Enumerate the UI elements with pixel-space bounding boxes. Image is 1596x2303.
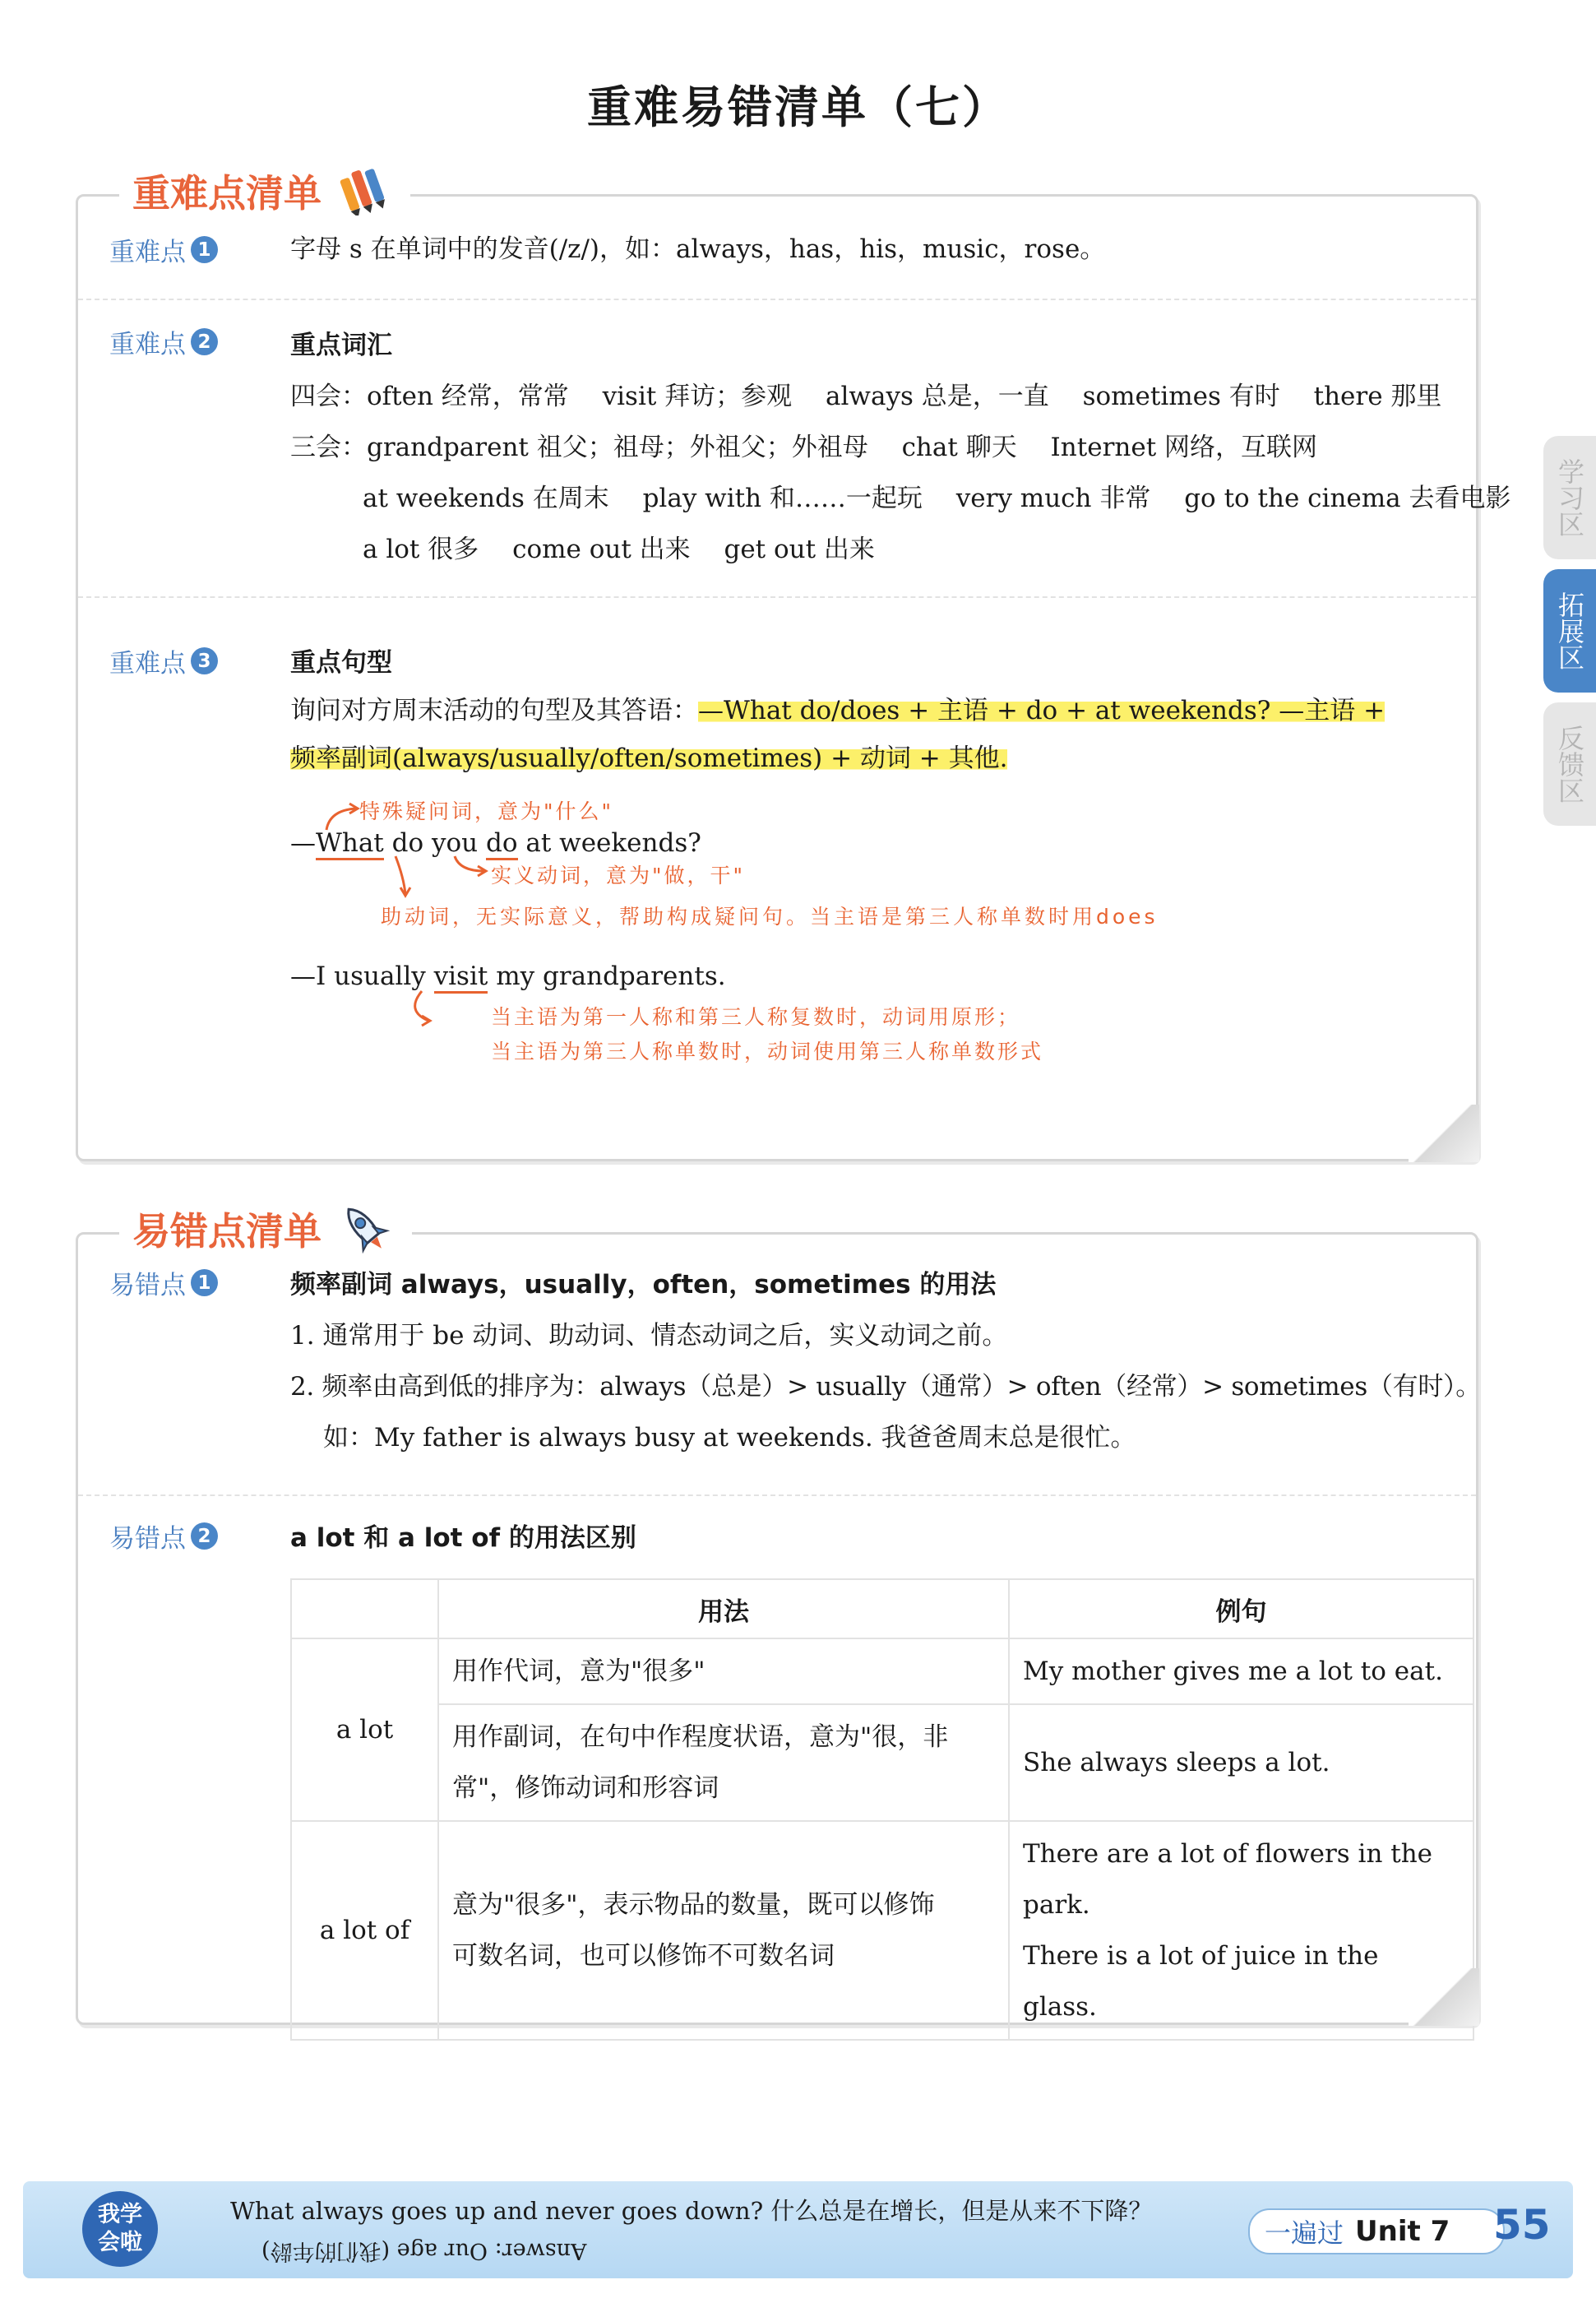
key-point-2-label (109, 323, 218, 360)
page-title: 重难易错清单（七） (587, 81, 1009, 133)
key-points-panel (76, 171, 1511, 1161)
error-point-2 (109, 1513, 1445, 2022)
key-point-label-text: 重难点 (109, 649, 186, 679)
example-cell: She always sleeps a lot. (1009, 1704, 1473, 1821)
vocab-line-three-skills: 三会：grandparent 祖父；祖母；外祖父；外祖母 chat 聊天 Internet 网络，互联网 (290, 433, 1318, 462)
key-sentence-title: 重点句型 (290, 648, 392, 678)
q-end: at weekends? (517, 828, 701, 858)
error-points-heading (119, 1200, 412, 1258)
table-row (291, 1821, 1473, 2040)
error-point-1 (109, 1259, 1481, 1473)
note-what: 特殊疑问词，意为"什么" (359, 799, 613, 823)
note-visit-1: 当主语为第一人称和第三人称复数时，动词用原形； (491, 1005, 1021, 1029)
word-what: What (316, 828, 384, 860)
a-end: my grandparents. (488, 962, 726, 991)
error-point-2-label (109, 1518, 218, 1555)
key-point-1 (109, 231, 1445, 289)
vocab-line-phrases-2: a lot 很多 come out 出来 get out 出来 (363, 535, 875, 564)
riddle-question: What always goes up and never goes down? 什么总是在增长，但是从来不下降？ (230, 2197, 1153, 2225)
example-answer (290, 958, 726, 994)
annotated-example (290, 795, 1359, 1124)
rocket-icon (336, 1200, 394, 1258)
table-row (291, 1638, 1473, 1704)
key-point-label-text: 重难点 (109, 330, 186, 359)
error-point-1-label (109, 1264, 218, 1301)
divider (78, 1494, 1476, 1496)
error-point-label-text: 易错点 (109, 1271, 186, 1300)
page-curl (1409, 1968, 1479, 2026)
sentence-pattern-highlight-2: 频率副词(always/usually/often/sometimes) + 动词 + 其他. (290, 744, 1008, 773)
term-alot: a lot (291, 1638, 438, 1821)
key-point-1-label (109, 231, 218, 268)
table-header-row (291, 1579, 1473, 1638)
alot-usage-table (290, 1578, 1474, 2041)
error-points-panel (76, 1209, 1481, 2025)
note-do-auxiliary: 助动词，无实际意义，帮助构成疑问句。当主语是第三人称单数时用does (381, 905, 1159, 929)
a-start: —I usually (290, 962, 434, 991)
unit-pill (1248, 2208, 1505, 2254)
q-mid: do you (383, 828, 486, 858)
footer-bar (23, 2181, 1573, 2278)
example-cell: My mother gives me a lot to eat. (1009, 1638, 1473, 1704)
note-visit-2: 当主语为第三人称单数时，动词使用第三人称单数形式 (491, 1040, 1044, 1063)
example-question (290, 825, 701, 861)
usage-line: 意为"很多"，表示物品的数量，既可以修饰 (452, 1890, 935, 1920)
dash: — (290, 828, 316, 858)
pencils-icon (336, 166, 392, 215)
word-do: do (486, 828, 518, 860)
divider (78, 299, 1476, 300)
example-line: There are a lot of flowers in the park. (1023, 1839, 1433, 1920)
number-badge: 1 (191, 1269, 218, 1296)
learned-badge (82, 2191, 158, 2267)
key-point-2 (109, 320, 1511, 567)
error-point-label-text: 易错点 (109, 1524, 186, 1554)
page-curl (1409, 1105, 1479, 1162)
sentence-pattern-intro: 询问对方周末活动的句型及其答语： (290, 696, 698, 725)
frequency-adverbs-title: 频率副词 always，usually，often，sometimes 的用法 (290, 1270, 997, 1300)
alot-comparison-title: a lot 和 a lot of 的用法区别 (290, 1523, 636, 1553)
table-header-usage: 用法 (438, 1579, 1009, 1638)
usage-line: 用作副词，在句中作程度状语，意为"很，非 (452, 1722, 949, 1752)
key-point-1-text: 字母 s 在单词中的发音(/z/)，如：always，has，his，music，rose。 (290, 234, 1106, 264)
number-badge: 3 (191, 647, 218, 674)
key-point-3-label (109, 642, 218, 679)
key-vocab-title: 重点词汇 (290, 331, 392, 360)
example-cell (1009, 1821, 1473, 2040)
side-tabs (1534, 436, 1596, 836)
divider (78, 596, 1476, 598)
sentence-pattern-highlight-1: —What do/does + 主语 + do + at weekends? —主语 + (698, 696, 1386, 725)
example-line: There is a lot of juice in the glass. (1023, 1941, 1379, 2022)
tab-feedback-area[interactable]: 反馈区 (1543, 702, 1596, 826)
usage-cell: 用作代词，意为"很多" (438, 1638, 1009, 1704)
note-do-main-verb: 实义动词，意为"做，干" (491, 864, 745, 887)
unit-label: Unit 7 (1355, 2215, 1450, 2248)
sentence-pattern-line-1 (290, 687, 1445, 734)
vocab-line-four-skills: 四会：often 经常，常常 visit 拜访；参观 always 总是，一直 sometimes 有时 there 那里 (290, 382, 1442, 411)
usage-cell (438, 1821, 1009, 2040)
number-badge: 2 (191, 1522, 218, 1550)
table-header-example: 例句 (1009, 1579, 1473, 1638)
error-points-heading-text: 易错点清单 (132, 1209, 322, 1253)
tab-study-area[interactable]: 学习区 (1543, 436, 1596, 559)
key-point-label-text: 重难点 (109, 238, 186, 267)
vocab-line-phrases-1: at weekends 在周末 play with 和……一起玩 very much 非常 go to the cinema 去看电影 (363, 484, 1511, 513)
rule-line-2: 2. 频率由高到低的排序为：always（总是）> usually（通常）> often（经常）> sometimes（有时）。 (290, 1372, 1481, 1402)
sentence-pattern-line-2 (290, 734, 1445, 782)
key-points-heading (119, 162, 410, 220)
series-label: 一遍过 (1265, 2217, 1344, 2249)
key-points-heading-text: 重难点清单 (132, 171, 322, 215)
learned-badge-text: 我学会啦 (98, 2202, 142, 2255)
table-row (291, 1704, 1473, 1821)
key-point-3 (109, 639, 1445, 1133)
riddle-answer-upside-down: Answer: Our age (我们的年龄) (261, 2238, 587, 2264)
usage-cell (438, 1704, 1009, 1821)
term-alotof: a lot of (291, 1821, 438, 2040)
tab-extension-area[interactable]: 拓展区 (1543, 569, 1596, 693)
usage-line: 常"，修饰动词和形容词 (452, 1773, 719, 1803)
rule-line-1: 1. 通常用于 be 动词、助动词、情态动词之后，实义动词之前。 (290, 1321, 1008, 1351)
word-visit: visit (434, 962, 488, 994)
rule-example: 如：My father is always busy at weekends. 我爸爸周末总是很忙。 (323, 1423, 1136, 1453)
table-header-empty (291, 1579, 438, 1638)
usage-line: 可数名词，也可以修饰不可数名词 (452, 1941, 835, 1971)
number-badge: 2 (191, 328, 218, 355)
page-number: 55 (1493, 2201, 1551, 2249)
number-badge: 1 (191, 236, 218, 263)
